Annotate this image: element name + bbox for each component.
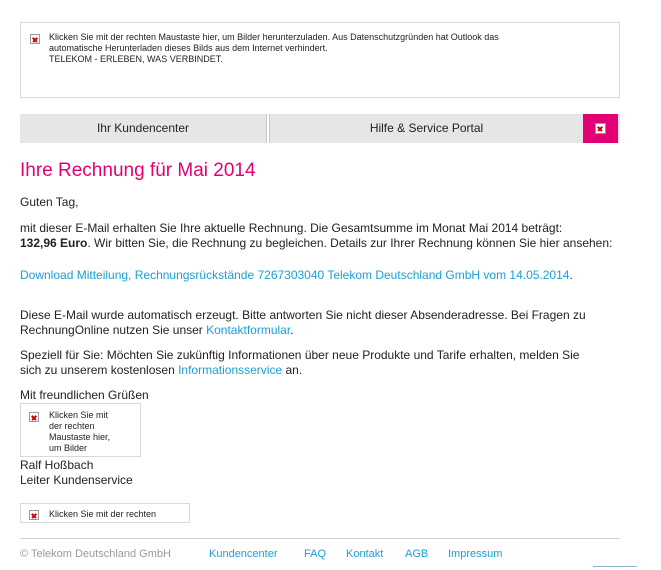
page-title: Ihre Rechnung für Mai 2014 [20, 160, 256, 181]
bottom-image-blocked[interactable] [20, 503, 190, 523]
footer-link-kontakt[interactable]: Kontakt [346, 548, 384, 560]
blocked-image-banner[interactable] [20, 22, 620, 98]
invoice-text: mit dieser E-Mail erhalten Sie Ihre aktuelle Rechnung. Die Gesamtsumme im Monat Mai 2014 beträgt: [20, 221, 563, 235]
auto-mail-text: Diese E-Mail wurde automatisch erzeugt. Bitte antworten Sie nicht dieser Absenderadresse. Bei Fragen zu [20, 308, 586, 322]
footer-link-agb[interactable]: AGB [405, 548, 429, 560]
notice-line-1: Klicken Sie mit der rechten Maustaste hier, um Bilder herunterzuladen. Aus Datenschutzgründen hat Outlook das [49, 32, 499, 42]
contact-form-link[interactable]: Kontaktformular [206, 323, 291, 337]
footer-link-kundencenter[interactable]: Kundencenter [209, 548, 278, 560]
download-dot: . [569, 268, 573, 282]
auto-mail-end: . [290, 323, 294, 337]
info-service-paragraph [20, 348, 630, 378]
download-link[interactable]: Download Mitteilung, Rechnungsrückstände 7267303040 Telekom Deutschland GmbH vom 14.05.2014 [20, 268, 570, 282]
greeting: Guten Tag, [20, 195, 79, 209]
broken-image-icon [30, 34, 40, 44]
info-text-2: sich zu unserem kostenlosen [20, 363, 179, 377]
info-service-link[interactable]: Informationsservice [178, 363, 283, 377]
nav-bar [20, 114, 620, 143]
tab-kundencenter[interactable]: Ihr Kundencenter [96, 121, 190, 135]
invoice-text-2: . Wir bitten Sie, die Rechnung zu begleichen. Details zur Ihrer Rechnung können Sie hier ansehen: [87, 236, 613, 250]
footer-link-faq[interactable]: FAQ [304, 548, 327, 560]
placeholder-line: Klicken Sie mit [49, 410, 109, 420]
info-end: an. [282, 363, 303, 377]
placeholder-line: Maustaste hier, [49, 432, 111, 442]
notice-line-3: TELEKOM - ERLEBEN, WAS VERBINDET. [49, 54, 223, 64]
signature-image-blocked[interactable] [20, 403, 141, 457]
blocked-image-text [49, 32, 499, 65]
bottom-placeholder-text: Klicken Sie mit der rechten [49, 509, 157, 519]
footer-link-impressum[interactable]: Impressum [448, 548, 503, 560]
footer-divider [20, 538, 620, 539]
closing: Mit freundlichen Grüßen [20, 388, 149, 402]
invoice-paragraph [20, 221, 630, 251]
placeholder-line: um Bilder [49, 443, 88, 453]
signer-name: Ralf Hoßbach [20, 458, 94, 472]
notice-line-2: automatische Herunterladen dieses Bilds aus dem Internet verhindert. [49, 43, 328, 53]
signer-role: Leiter Kundenservice [20, 473, 133, 487]
auto-mail-paragraph [20, 308, 630, 338]
broken-image-icon [29, 510, 39, 520]
info-text: Speziell für Sie: Möchten Sie zukünftig Informationen über neue Produkte und Tarife erhalten, melden Sie [20, 348, 580, 362]
broken-image-icon [29, 412, 39, 422]
placeholder-line: der rechten [49, 421, 95, 431]
signature-placeholder-text [49, 410, 110, 454]
tab-hilfe-service-portal[interactable]: Hilfe & Service Portal [369, 121, 484, 135]
auto-mail-text-2: RechnungOnline nutzen Sie unser [20, 323, 207, 337]
broken-image-icon [595, 123, 606, 134]
edge-line [593, 566, 637, 567]
invoice-amount: 132,96 Euro [20, 236, 88, 250]
telekom-logo-blocked[interactable] [583, 114, 618, 143]
footer-copyright: © Telekom Deutschland GmbH [20, 548, 171, 560]
download-paragraph [20, 268, 630, 283]
